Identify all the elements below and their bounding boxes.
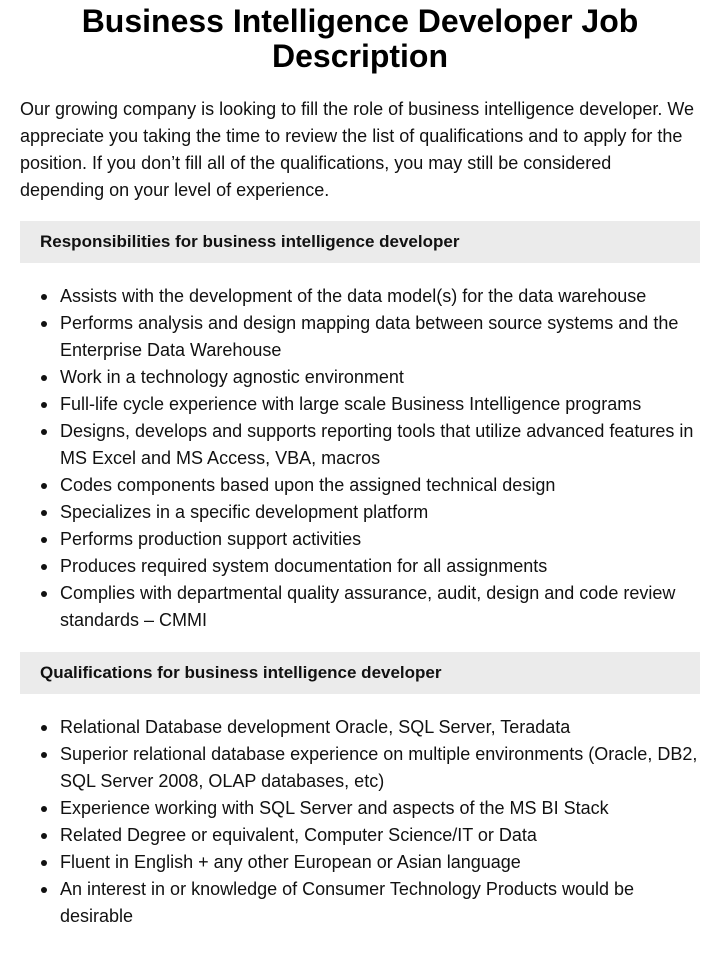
bullet-icon: [41, 752, 47, 758]
responsibilities-list: [20, 283, 700, 634]
list-item: [20, 472, 700, 499]
list-item-text: Produces required system documentation for all assignments: [60, 556, 548, 576]
list-item-text: Relational Database development Oracle, SQL Server, Teradata: [60, 717, 571, 737]
list-item-text: Experience working with SQL Server and aspects of the MS BI Stack: [60, 798, 609, 818]
list-item-text: An interest in or knowledge of Consumer Technology Products would be desirable: [60, 879, 634, 926]
list-item: [20, 795, 700, 822]
list-item-text: Specializes in a specific development platform: [60, 502, 429, 522]
job-description-page: [0, 4, 720, 956]
list-item-text: Performs analysis and design mapping data between source systems and the Enterprise Data Warehouse: [60, 313, 679, 360]
list-item: [20, 526, 700, 553]
list-item-text: Designs, develops and supports reporting tools that utilize advanced features in MS Excel and MS Access, VBA, macros: [60, 421, 694, 468]
page-title: Business Intelligence Developer Job Description: [81, 3, 639, 74]
list-item: [20, 714, 700, 741]
list-item-text: Assists with the development of the data model(s) for the data warehouse: [60, 286, 647, 306]
bullet-icon: [41, 429, 47, 435]
intro-paragraph: Our growing company is looking to fill the role of business intelligence developer. We appreciate you taking the time to review the list of qualifications and to apply for the position. If you don’t fill all of the qualifications, you may still be considered depending on your level of experience.: [20, 99, 695, 200]
bullet-icon: [41, 537, 47, 543]
list-item: [20, 283, 700, 310]
list-item: [20, 553, 700, 580]
bullet-icon: [41, 564, 47, 570]
list-item: [20, 499, 700, 526]
list-item-text: Superior relational database experience on multiple environments (Oracle, DB2, SQL Server 2008, OLAP databases, etc): [60, 744, 698, 791]
bullet-icon: [41, 375, 47, 381]
responsibilities-heading: Responsibilities for business intelligence developer: [20, 221, 700, 263]
bullet-icon: [41, 294, 47, 300]
list-item: [20, 391, 700, 418]
list-item-text: Full-life cycle experience with large scale Business Intelligence programs: [60, 394, 642, 414]
bullet-icon: [41, 591, 47, 597]
list-item: [20, 822, 700, 849]
bullet-icon: [41, 833, 47, 839]
list-item: [20, 580, 700, 634]
qualifications-heading: Qualifications for business intelligence developer: [20, 652, 700, 694]
list-item: [20, 849, 700, 876]
bullet-icon: [41, 806, 47, 812]
bullet-icon: [41, 860, 47, 866]
qualifications-list: [20, 714, 700, 930]
bullet-icon: [41, 887, 47, 893]
list-item: [20, 418, 700, 472]
list-item-text: Complies with departmental quality assurance, audit, design and code review standards – CMMI: [60, 583, 676, 630]
list-item-text: Fluent in English + any other European or Asian language: [60, 852, 521, 872]
list-item: [20, 741, 700, 795]
bullet-icon: [41, 402, 47, 408]
list-item: [20, 364, 700, 391]
list-item-text: Related Degree or equivalent, Computer Science/IT or Data: [60, 825, 537, 845]
list-item-text: Work in a technology agnostic environment: [60, 367, 404, 387]
list-item-text: Performs production support activities: [60, 529, 362, 549]
list-item-text: Codes components based upon the assigned technical design: [60, 475, 556, 495]
list-item: [20, 876, 700, 930]
bullet-icon: [41, 321, 47, 327]
bullet-icon: [41, 725, 47, 731]
bullet-icon: [41, 510, 47, 516]
list-item: [20, 310, 700, 364]
bullet-icon: [41, 483, 47, 489]
